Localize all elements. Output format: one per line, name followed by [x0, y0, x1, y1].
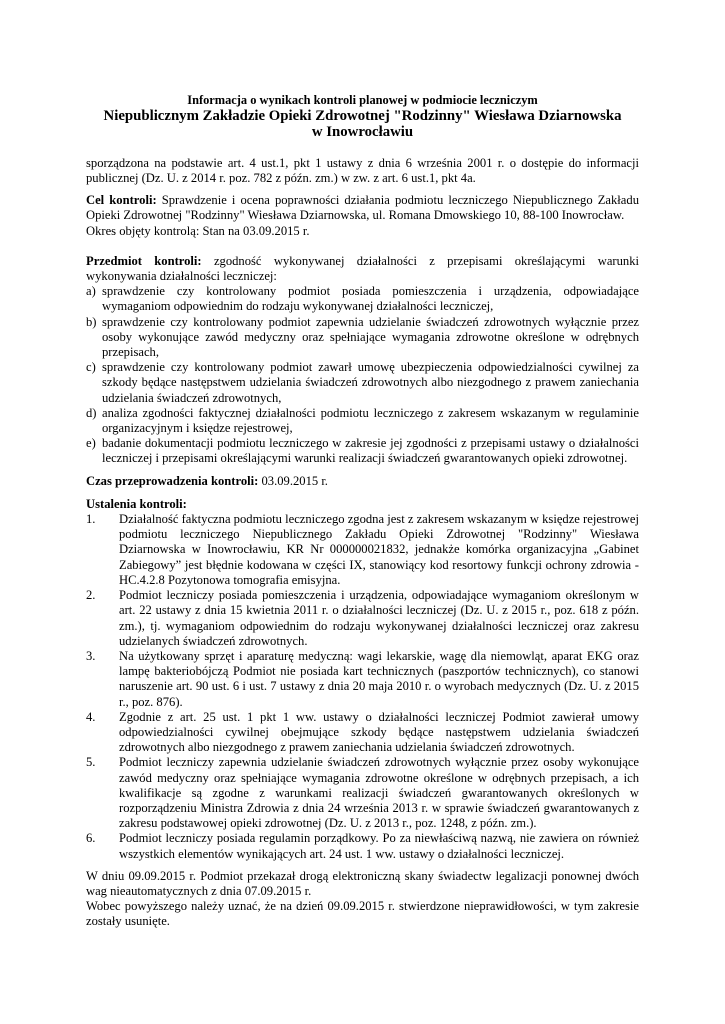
- list-item-text: Podmiot leczniczy posiada regulamin porządkowy. Po za niewłaściwą nazwą, nie zawiera on również wszystkich elementów wynikających art. 24 ust. 1 ww. ustawy o działalności leczniczej.: [119, 831, 639, 861]
- ustalenia-kontroli-label: Ustalenia kontroli:: [86, 496, 187, 511]
- list-marker: 4.: [86, 709, 96, 724]
- list-item-text: analiza zgodności faktycznej działalności podmiotu leczniczego z zakresem wskazanym w regulaminie organizacyjnym i księdze rejestrowej,: [102, 405, 639, 436]
- list-marker: b): [86, 314, 97, 329]
- przedmiot-list: [86, 284, 639, 466]
- list-item: [86, 755, 639, 831]
- czas-kontroli-label: Czas przeprowadzenia kontroli:: [86, 473, 259, 488]
- list-item-text: Podmiot leczniczy posiada pomieszczenia i urządzenia, odpowiadające wymaganiom określonym w art. 22 ustawy z dnia 15 kwietnia 2011 r. o działalności leczniczej (Dz. U. z 2015 r., poz. 618 z późn. zm.), tj. wymaganiom odpowiednim do rodzaju wykonywanej działalności leczniczej oraz zakresu udzielanych świadczeń zdrowotnych.: [119, 588, 639, 648]
- list-item-text: sprawdzenie czy kontrolowany podmiot zapewnia udzielanie świadczeń zdrowotnych wyłącznie przez osoby wykonujące zawód medyczny oraz spełniające wymagania zdrowotne określone w odrębnych przepisach,: [102, 314, 639, 360]
- cel-kontroli-text: Sprawdzenie i ocena poprawności działania podmiotu leczniczego Niepublicznego Zakładu Opieki Zdrowotnej "Rodzinny" Wiesława Dziarnowska, ul. Romana Dmowskiego 10, 88-100 Inowrocław.: [86, 193, 639, 223]
- list-item-text: badanie dokumentacji podmiotu leczniczego w zakresie jej zgodności z przepisami ustawy o działalności leczniczej i przepisami określającymi warunki realizacji świadczeń gwarantowanych opieki zdrowotnej.: [102, 436, 639, 466]
- cel-kontroli-label: Cel kontroli:: [86, 193, 157, 208]
- list-marker: c): [86, 360, 96, 375]
- list-item: [86, 284, 639, 314]
- list-item-text: Działalność faktyczna podmiotu leczniczego zgodna jest z zakresem wskazanym w księdze rejestrowej podmiotu leczniczego Niepublicznego Zakładu Opieki Zdrowotnej "Rodzinny" Wiesława Dziarnowska w Inowrocławiu, KR Nr 000000021832, jednakże komórka organizacyjna „Gabinet Zabiegowy” jest błędnie kodowana w części IX, stanowiący kod resortowy funkcji ochrony zdrowia - HC.4.2.8 Pozytonowa tomografia emisyjna.: [119, 512, 639, 587]
- przedmiot-kontroli-paragraph: [86, 254, 639, 284]
- list-item: [86, 512, 639, 588]
- list-item-text: Na użytkowany sprzęt i aparaturę medyczną: wagi lekarskie, wagę dla niemowląt, aparat EKG oraz lampę bakteriobójczą Podmiot nie posiada kart technicznych (paszportów technicznych), co stanowi naruszenie art. 90 ust. 6 i ust. 7 ustawy z dnia 20 maja 2010 r. o wyrobach medycznych (Dz. U. z 2015 r., poz. 876).: [119, 648, 639, 709]
- czas-kontroli-paragraph: [86, 474, 639, 489]
- title-line-3: w Inowrocławiu: [311, 124, 414, 141]
- list-marker: 3.: [86, 648, 96, 663]
- list-item: [86, 588, 639, 649]
- title-line-1: Informacja o wynikach kontroli planowej w podmiocie leczniczym: [187, 93, 538, 107]
- closing-paragraph-1: W dniu 09.09.2015 r. Podmiot przekazał drogą elektroniczną skany świadectw legalizacji ponownej dwóch wag nieautomatycznych z dnia 07.09.2015 r.: [86, 868, 639, 898]
- ustalenia-list: [86, 512, 639, 862]
- list-marker: 6.: [86, 831, 96, 846]
- list-marker: d): [86, 405, 97, 420]
- list-item-text: sprawdzenie czy kontrolowany podmiot zawarł umowę ubezpieczenia odpowiedzialności cywilnej za szkody będące następstwem udzielania świadczeń zdrowotnych albo niezgodnego z prawem zaniechania udzielania świadczeń zdrowotnych,: [102, 360, 639, 405]
- przedmiot-kontroli-label: Przedmiot kontroli:: [86, 253, 202, 268]
- list-marker: e): [86, 436, 96, 451]
- list-item-text: Zgodnie z art. 25 ust. 1 pkt 1 ww. ustawy o działalności leczniczej Podmiot zawierał umowy odpowiedzialności cywilnej obejmujące szkody będące następstwem udzielania świadczeń zdrowotnych albo niezgodnego z prawem zaniechania udzielania świadczeń zdrowotnych.: [119, 709, 639, 755]
- list-marker: 2.: [86, 588, 96, 603]
- list-item: [86, 315, 639, 361]
- list-item: [86, 831, 639, 861]
- list-item: [86, 360, 639, 406]
- title-line-2: Niepublicznym Zakładzie Opieki Zdrowotnej "Rodzinny" Wiesława Dziarnowska: [103, 108, 622, 124]
- list-marker: a): [86, 284, 96, 299]
- list-item: [86, 710, 639, 756]
- intro-paragraph: sporządzona na podstawie art. 4 ust.1, pkt 1 ustawy z dnia 6 września 2001 r. o dostępie do informacji publicznej (Dz. U. z 2014 r. poz. 782 z późn. zm.) w zw. z art. 6 ust.1, pkt 4a.: [86, 155, 639, 186]
- list-item: [86, 649, 639, 710]
- cel-kontroli-paragraph: [86, 193, 639, 239]
- list-item-text: sprawdzenie czy kontrolowany podmiot posiada pomieszczenia i urządzenia, odpowiadające wymaganiom odpowiednim do rodzaju wykonywanej działalności leczniczej,: [102, 284, 639, 314]
- czas-kontroli-text: 03.09.2015 r.: [258, 473, 328, 488]
- closing-paragraph-2: Wobec powyższego należy uznać, że na dzień 09.09.2015 r. stwierdzone nieprawidłowości, w tym zakresie zostały usunięte.: [86, 899, 639, 929]
- list-item: [86, 436, 639, 466]
- document-title: [86, 93, 639, 141]
- list-item: [86, 406, 639, 436]
- okres-text: Okres objęty kontrolą: Stan na 03.09.2015 r.: [86, 223, 310, 238]
- list-item-text: Podmiot leczniczy zapewnia udzielanie świadczeń zdrowotnych wyłącznie przez osoby wykonujące zawód medyczny oraz spełniające wymagania zdrowotne określone w odrębnych przepisach, a ich kwalifikacje są zgodne z warunkami realizacji świadczeń gwarantowanych określonych w rozporządzeniu Ministra Zdrowia z dnia 24 września 2013 r. w sprawie świadczeń gwarantowanych z zakresu podstawowej opieki zdrowotnej (Dz. U. z 2013 r., poz. 1248, z późn. zm.).: [119, 755, 639, 831]
- list-marker: 1.: [86, 512, 96, 527]
- list-marker: 5.: [86, 755, 96, 770]
- przedmiot-kontroli-text: zgodność wykonywanej działalności z przepisami określającymi warunki wykonywania działalności leczniczej:: [86, 253, 639, 284]
